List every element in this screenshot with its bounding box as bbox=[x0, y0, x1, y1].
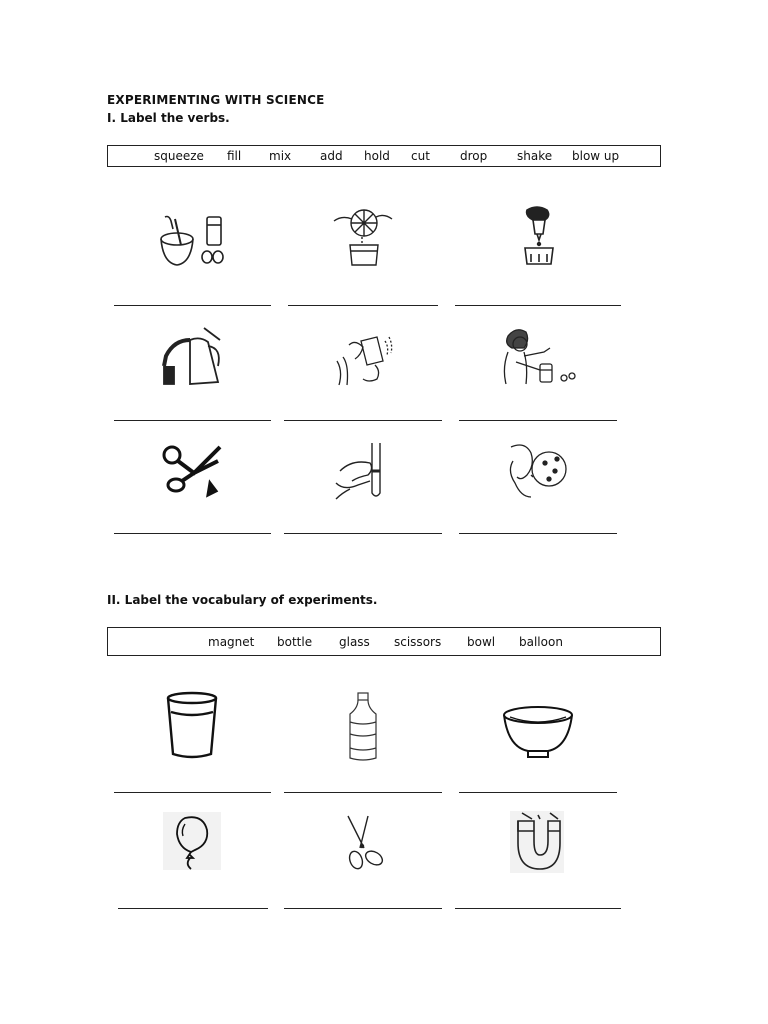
vocabulary-word: scissors bbox=[394, 634, 442, 649]
answer-line[interactable] bbox=[288, 305, 438, 306]
vocabulary-word: bottle bbox=[277, 634, 313, 649]
verb-word: mix bbox=[269, 149, 292, 163]
shaking-hands-icon bbox=[333, 331, 393, 389]
girl-adding-icon bbox=[498, 326, 580, 386]
answer-line[interactable] bbox=[114, 305, 271, 306]
bottle-icon bbox=[346, 692, 380, 762]
verb-word: shake bbox=[517, 149, 553, 163]
answer-line[interactable] bbox=[455, 908, 621, 909]
vocabulary-word: bowl bbox=[467, 634, 496, 649]
balloon-icon bbox=[163, 812, 221, 870]
verb-word: squeeze bbox=[154, 149, 204, 163]
answer-line[interactable] bbox=[118, 908, 268, 909]
scissors-icon bbox=[338, 814, 386, 872]
pouring-jug-icon bbox=[160, 326, 224, 388]
verb-word: fill bbox=[227, 149, 242, 163]
answer-line[interactable] bbox=[284, 420, 442, 421]
answer-line[interactable] bbox=[459, 533, 617, 534]
vocabulary-word: balloon bbox=[519, 634, 563, 649]
dropper-icon bbox=[519, 204, 559, 266]
answer-line[interactable] bbox=[114, 792, 271, 793]
bowl-icon bbox=[502, 705, 574, 759]
squeezing-orange-icon bbox=[332, 205, 394, 267]
answer-line[interactable] bbox=[459, 420, 617, 421]
section1-heading: I. Label the verbs. bbox=[107, 111, 230, 125]
verb-word: drop bbox=[460, 149, 488, 163]
verb-word: hold bbox=[364, 149, 390, 163]
holding-test-tube-icon bbox=[334, 441, 392, 501]
verb-word: blow up bbox=[572, 149, 620, 163]
vocabulary-word-box bbox=[107, 627, 661, 656]
magnet-icon bbox=[510, 811, 564, 873]
mixing-bowl-icon bbox=[155, 205, 227, 269]
vocabulary-word: magnet bbox=[208, 634, 255, 649]
answer-line[interactable] bbox=[284, 792, 442, 793]
verb-word: cut bbox=[411, 149, 430, 163]
answer-line[interactable] bbox=[459, 792, 617, 793]
answer-line[interactable] bbox=[455, 305, 621, 306]
blowing-balloon-icon bbox=[505, 441, 567, 501]
answer-line[interactable] bbox=[284, 908, 442, 909]
verb-word: add bbox=[320, 149, 343, 163]
glass-icon bbox=[165, 690, 219, 760]
answer-line[interactable] bbox=[114, 420, 271, 421]
worksheet-title: EXPERIMENTING WITH SCIENCE bbox=[107, 93, 325, 107]
vocabulary-word: glass bbox=[339, 634, 370, 649]
section2-heading: II. Label the vocabulary of experiments. bbox=[107, 593, 378, 607]
answer-line[interactable] bbox=[114, 533, 271, 534]
cutting-scissors-icon bbox=[160, 443, 224, 499]
verb-word-box bbox=[107, 145, 661, 167]
answer-line[interactable] bbox=[284, 533, 442, 534]
